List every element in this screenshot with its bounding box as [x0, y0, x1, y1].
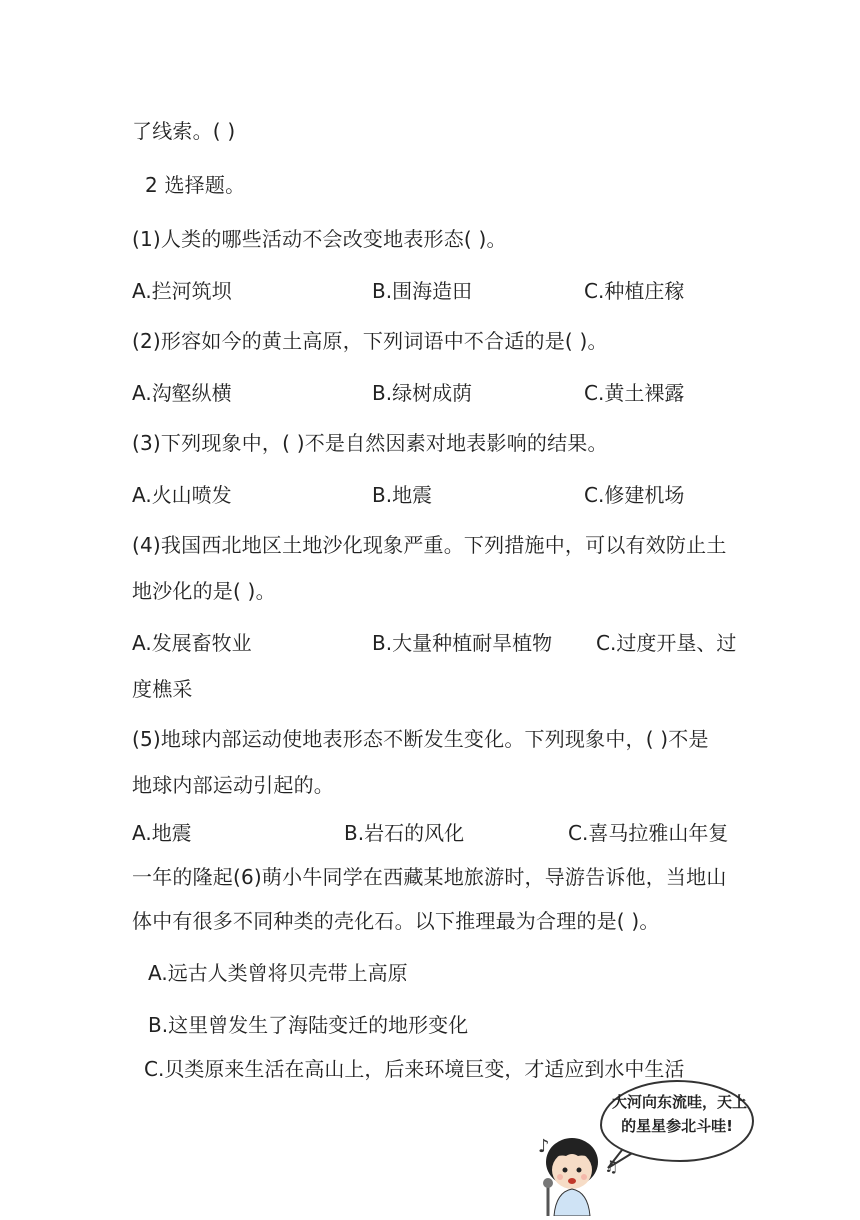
question-5-line-2: 地球内部运动引起的。	[132, 773, 334, 797]
question-4-line-2: 地沙化的是( )。	[132, 579, 276, 603]
question-2: (2)形容如今的黄土高原，下列词语中不合适的是( )。	[132, 329, 608, 353]
option-b: B.地震	[372, 483, 433, 507]
svg-text:♫: ♫	[604, 1157, 619, 1176]
question-3: (3)下列现象中，( )不是自然因素对地表影响的结果。	[132, 431, 608, 455]
option-b: B.大量种植耐旱植物	[372, 631, 553, 655]
text-line: 了线索。( )	[132, 119, 236, 143]
speech-line-1: 大河向东流哇，天上	[612, 1093, 748, 1111]
speech-bubble-text	[612, 1090, 748, 1138]
question-4-line-1: (4)我国西北地区土地沙化现象严重。下列措施中，可以有效防止土	[132, 533, 727, 557]
option-c: C.过度开垦、过	[596, 631, 737, 655]
question-6-line-1: 一年的隆起(6)萌小牛同学在西藏某地旅游时，导游告诉他，当地山	[132, 865, 727, 889]
option-c: C.黄土裸露	[584, 381, 685, 405]
option-b: B.绿树成荫	[372, 381, 473, 405]
question-5-line-1: (5)地球内部运动使地表形态不断发生变化。下列现象中，( )不是	[132, 727, 709, 751]
option-c: C.种植庄稼	[584, 279, 685, 303]
option-b: B.围海造田	[372, 279, 473, 303]
option-b: B.这里曾发生了海陆变迁的地形变化	[148, 1013, 469, 1037]
option-b: B.岩石的风化	[344, 821, 465, 845]
question-6-line-2: 体中有很多不同种类的壳化石。以下推理最为合理的是( )。	[132, 909, 660, 933]
speech-line-2: 的星星参北斗哇!	[621, 1117, 733, 1135]
option-c-continued: 度樵采	[132, 677, 193, 701]
singing-boy-illustration	[530, 1080, 770, 1216]
option-c: C.修建机场	[584, 483, 685, 507]
option-a: A.地震	[132, 821, 192, 845]
option-c: C.喜马拉雅山年复	[568, 821, 729, 845]
section-heading: 2 选择题。	[145, 173, 246, 197]
option-a: A.发展畜牧业	[132, 631, 252, 655]
svg-text:♪: ♪	[538, 1136, 550, 1157]
option-a: A.火山喷发	[132, 483, 232, 507]
option-a: A.远古人类曾将贝壳带上高原	[148, 961, 408, 985]
question-1: (1)人类的哪些活动不会改变地表形态( )。	[132, 227, 507, 251]
option-a: A.沟壑纵横	[132, 381, 232, 405]
option-c: C.贝类原来生活在高山上，后来环境巨变，才适应到水中生活	[144, 1057, 685, 1081]
option-a: A.拦河筑坝	[132, 279, 232, 303]
